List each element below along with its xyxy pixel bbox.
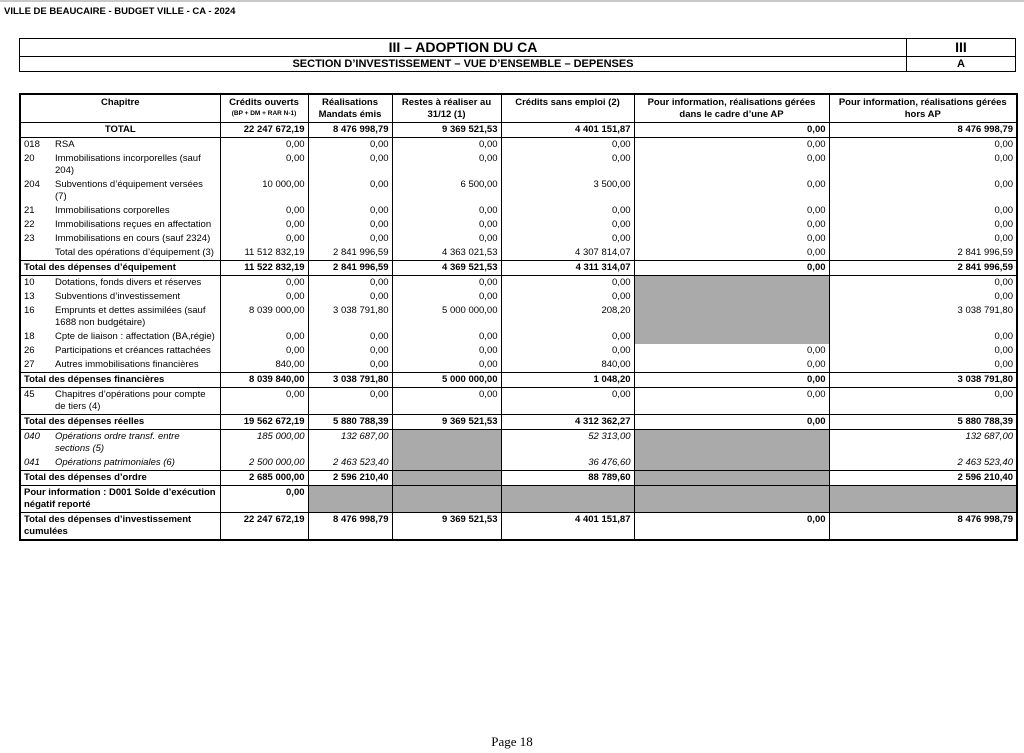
equipment-row xyxy=(20,152,1017,178)
chapter-value: 0,00 xyxy=(220,330,308,344)
chapter-value: 2 463 523,40 xyxy=(308,456,392,471)
chapter-value xyxy=(634,456,829,471)
total-financial-row xyxy=(20,373,1017,388)
section-subtitle: SECTION D’INVESTISSEMENT – VUE D’ENSEMBLE – DEPENSES xyxy=(20,57,907,72)
chapter-value: 0,00 xyxy=(634,388,829,415)
chapter-value: 0,00 xyxy=(220,218,308,232)
chapter-value: 10 000,00 xyxy=(220,178,308,204)
chapter-code xyxy=(20,246,52,261)
d001-empty-cell xyxy=(634,486,829,513)
chapter-value xyxy=(634,330,829,344)
chapter-label: Dotations, fonds divers et réserves xyxy=(52,276,220,291)
chapter-value: 0,00 xyxy=(392,204,501,218)
chapter-value: 2 500 000,00 xyxy=(220,456,308,471)
chapter-value: 6 500,00 xyxy=(392,178,501,204)
chapter-code: 040 xyxy=(20,430,52,457)
chapter-code: 21 xyxy=(20,204,52,218)
chapter-value: 0,00 xyxy=(220,344,308,358)
col-header-hors-ap: Pour information, réalisations gérées hors AP xyxy=(829,94,1017,123)
chapter-value: 0,00 xyxy=(501,276,634,291)
title-box xyxy=(19,38,1016,72)
chapter-value: 185 000,00 xyxy=(220,430,308,457)
total-cumulative-row-value: 4 401 151,87 xyxy=(501,513,634,541)
col-header-sans-emploi: Crédits sans emploi (2) xyxy=(501,94,634,123)
chapter-value: 2 463 523,40 xyxy=(829,456,1017,471)
total-cumulative-row xyxy=(20,513,1017,541)
chapter-value: 0,00 xyxy=(392,388,501,415)
total-row-value: 9 369 521,53 xyxy=(392,123,501,138)
total-row-value: 8 476 998,79 xyxy=(308,123,392,138)
chapter-value: 0,00 xyxy=(829,232,1017,246)
total-financial-row-value: 3 038 791,80 xyxy=(829,373,1017,388)
chapter-value: 0,00 xyxy=(634,204,829,218)
chapter-value: 0,00 xyxy=(392,232,501,246)
chapter-label: Total des opérations d’équipement (3) xyxy=(52,246,220,261)
total-order-row-value xyxy=(634,471,829,486)
col-header-credits xyxy=(220,94,308,123)
chapter-value: 2 841 996,59 xyxy=(308,246,392,261)
total-equipment-row-value: 2 841 996,59 xyxy=(308,261,392,276)
chapter-label: Autres immobilisations financières xyxy=(52,358,220,373)
table-body xyxy=(20,123,1017,541)
chapter-label: Opérations patrimoniales (6) xyxy=(52,456,220,471)
total-row-value: 22 247 672,19 xyxy=(220,123,308,138)
total-equipment-row-label: Total des dépenses d’équipement xyxy=(20,261,220,276)
chapter-value: 36 476,60 xyxy=(501,456,634,471)
chapter-value: 0,00 xyxy=(220,138,308,153)
chapter-value: 0,00 xyxy=(220,388,308,415)
chapter-label: Opérations ordre transf. entre sections (5) xyxy=(52,430,220,457)
chapter-label: Participations et créances rattachées xyxy=(52,344,220,358)
total-cumulative-row-value: 8 476 998,79 xyxy=(308,513,392,541)
chapter-value: 3 038 791,80 xyxy=(308,304,392,330)
d001-label: Pour information : D001 Solde d’exécution négatif reporté xyxy=(20,486,220,513)
total-real-row-value: 4 312 362,27 xyxy=(501,415,634,430)
col-header-realisations: Réalisations Mandats émis xyxy=(308,94,392,123)
chapter-label: Cpte de liaison : affectation (BA,régie) xyxy=(52,330,220,344)
chapter-label: Immobilisations incorporelles (sauf 204) xyxy=(52,152,220,178)
col-header-credits-sub: (BP + DM + RAR N-1) xyxy=(231,110,297,117)
chapter-code: 204 xyxy=(20,178,52,204)
chapter-value: 0,00 xyxy=(634,344,829,358)
total-financial-row-label: Total des dépenses financières xyxy=(20,373,220,388)
total-row-value: 8 476 998,79 xyxy=(829,123,1017,138)
section-title: III – ADOPTION DU CA xyxy=(20,39,907,57)
chapter-value: 0,00 xyxy=(829,290,1017,304)
chapter-value: 3 500,00 xyxy=(501,178,634,204)
chapter-value: 132 687,00 xyxy=(829,430,1017,457)
chapter-value: 0,00 xyxy=(501,330,634,344)
page-number: Page 18 xyxy=(491,734,533,749)
chapter-value: 0,00 xyxy=(829,276,1017,291)
chapter-value: 0,00 xyxy=(634,232,829,246)
chapter-value: 4 307 814,07 xyxy=(501,246,634,261)
chapter-value: 208,20 xyxy=(501,304,634,330)
total-order-row xyxy=(20,471,1017,486)
d001-empty-cell xyxy=(392,486,501,513)
chapter-value: 11 512 832,19 xyxy=(220,246,308,261)
chapter-value: 0,00 xyxy=(308,290,392,304)
chapter-code: 20 xyxy=(20,152,52,178)
chapter-code: 10 xyxy=(20,276,52,291)
chapter-value: 0,00 xyxy=(308,276,392,291)
chapter-value: 0,00 xyxy=(829,358,1017,373)
chapter-value: 0,00 xyxy=(634,138,829,153)
chapter-value: 0,00 xyxy=(501,388,634,415)
financial-row xyxy=(20,358,1017,373)
chapter-code: 22 xyxy=(20,218,52,232)
chapter-label: Subventions d’investissement xyxy=(52,290,220,304)
chapter-value: 0,00 xyxy=(501,232,634,246)
chapter-value: 0,00 xyxy=(392,276,501,291)
total-cumulative-row-value: 9 369 521,53 xyxy=(392,513,501,541)
total-order-row-value xyxy=(392,471,501,486)
chapter-code: 23 xyxy=(20,232,52,246)
chapter-value: 0,00 xyxy=(308,138,392,153)
col-header-restes: Restes à réaliser au 31/12 (1) xyxy=(392,94,501,123)
chapter-value: 0,00 xyxy=(220,152,308,178)
chapter-code: 45 xyxy=(20,388,52,415)
chapter-value: 0,00 xyxy=(634,358,829,373)
chapter-value: 0,00 xyxy=(308,178,392,204)
chapter-value: 0,00 xyxy=(220,204,308,218)
chapter-value: 840,00 xyxy=(220,358,308,373)
total-order-row-value: 88 789,60 xyxy=(501,471,634,486)
col-header-credits-label: Crédits ouverts xyxy=(229,97,299,108)
section-title-code: III xyxy=(907,39,1016,57)
total-row-label: TOTAL xyxy=(20,123,220,138)
chapter-value: 52 313,00 xyxy=(501,430,634,457)
equipment-row xyxy=(20,204,1017,218)
chapter-value: 132 687,00 xyxy=(308,430,392,457)
chapter-value: 0,00 xyxy=(392,330,501,344)
chapter-value: 0,00 xyxy=(220,290,308,304)
chapter-label: Subventions d’équipement versées (7) xyxy=(52,178,220,204)
total-real-row-value: 5 880 788,39 xyxy=(829,415,1017,430)
total-cumulative-row-value: 22 247 672,19 xyxy=(220,513,308,541)
chapter-value: 0,00 xyxy=(634,152,829,178)
d001-empty-cell xyxy=(308,486,392,513)
total-financial-row-value: 0,00 xyxy=(634,373,829,388)
order-row xyxy=(20,456,1017,471)
page-top-border xyxy=(0,0,1024,2)
chapter-value: 0,00 xyxy=(220,232,308,246)
total-cumulative-row-label: Total des dépenses d’investissement cumulées xyxy=(20,513,220,541)
total-cumulative-row-value: 0,00 xyxy=(634,513,829,541)
chapter-value: 0,00 xyxy=(220,276,308,291)
total-financial-row-value: 8 039 840,00 xyxy=(220,373,308,388)
total-real-row xyxy=(20,415,1017,430)
chapter-label: RSA xyxy=(52,138,220,153)
chapter-value: 0,00 xyxy=(501,204,634,218)
equipment-row xyxy=(20,232,1017,246)
chapter-value: 0,00 xyxy=(501,218,634,232)
chapter-code: 27 xyxy=(20,358,52,373)
chapter-value: 0,00 xyxy=(634,246,829,261)
total-financial-row-value: 5 000 000,00 xyxy=(392,373,501,388)
total-equipment-row-value: 4 311 314,07 xyxy=(501,261,634,276)
chapter-code: 26 xyxy=(20,344,52,358)
chapter-code: 041 xyxy=(20,456,52,471)
total-real-row-value: 19 562 672,19 xyxy=(220,415,308,430)
total-financial-row-value: 1 048,20 xyxy=(501,373,634,388)
section-subtitle-code: A xyxy=(907,57,1016,72)
chapter-value: 0,00 xyxy=(392,344,501,358)
chapter-value: 0,00 xyxy=(829,218,1017,232)
equipment-row xyxy=(20,178,1017,204)
total-real-row-value: 9 369 521,53 xyxy=(392,415,501,430)
col-header-chapitre: Chapitre xyxy=(20,94,220,123)
chapter-value: 0,00 xyxy=(501,138,634,153)
chapter-value: 0,00 xyxy=(392,152,501,178)
chapter-value xyxy=(392,430,501,457)
total-cumulative-row-value: 8 476 998,79 xyxy=(829,513,1017,541)
header-row xyxy=(20,94,1017,123)
chapter-value: 0,00 xyxy=(308,330,392,344)
d001-row xyxy=(20,486,1017,513)
chapter-label: Emprunts et dettes assimilées (sauf 1688 non budgétaire) xyxy=(52,304,220,330)
chapter-value: 0,00 xyxy=(308,232,392,246)
d001-empty-cell xyxy=(829,486,1017,513)
chapter-label: Immobilisations corporelles xyxy=(52,204,220,218)
total-row-value: 4 401 151,87 xyxy=(501,123,634,138)
chapter-value: 0,00 xyxy=(829,138,1017,153)
chapter-value: 0,00 xyxy=(634,218,829,232)
equipment-row xyxy=(20,218,1017,232)
col-header-ap: Pour information, réalisations gérées dans le cadre d’une AP xyxy=(634,94,829,123)
financial-row xyxy=(20,290,1017,304)
total-equipment-row xyxy=(20,261,1017,276)
chapter-value: 0,00 xyxy=(308,152,392,178)
chapter-code: 018 xyxy=(20,138,52,153)
equipment-row xyxy=(20,246,1017,261)
equipment-row xyxy=(20,138,1017,153)
financial-row xyxy=(20,330,1017,344)
chapter-value: 3 038 791,80 xyxy=(829,304,1017,330)
total-real-row-label: Total des dépenses réelles xyxy=(20,415,220,430)
chapter-value: 0,00 xyxy=(501,344,634,358)
chapter-label: Immobilisations reçues en affectation xyxy=(52,218,220,232)
order-row xyxy=(20,430,1017,457)
chapter-value: 0,00 xyxy=(829,178,1017,204)
chapter-code: 18 xyxy=(20,330,52,344)
third-party-row xyxy=(20,388,1017,415)
chapter-value: 0,00 xyxy=(308,358,392,373)
total-row xyxy=(20,123,1017,138)
chapter-value: 0,00 xyxy=(829,204,1017,218)
chapter-value xyxy=(634,304,829,330)
chapter-value: 4 363 021,53 xyxy=(392,246,501,261)
chapter-value xyxy=(634,290,829,304)
chapter-label: Immobilisations en cours (sauf 2324) xyxy=(52,232,220,246)
total-real-row-value: 5 880 788,39 xyxy=(308,415,392,430)
chapter-code: 13 xyxy=(20,290,52,304)
chapter-value xyxy=(392,456,501,471)
chapter-value: 0,00 xyxy=(392,290,501,304)
financial-row xyxy=(20,276,1017,291)
total-equipment-row-value: 4 369 521,53 xyxy=(392,261,501,276)
financial-row xyxy=(20,304,1017,330)
chapter-label: Chapitres d’opérations pour compte de tiers (4) xyxy=(52,388,220,415)
total-order-row-label: Total des dépenses d’ordre xyxy=(20,471,220,486)
total-order-row-value: 2 596 210,40 xyxy=(308,471,392,486)
chapter-value: 0,00 xyxy=(392,218,501,232)
total-order-row-value: 2 596 210,40 xyxy=(829,471,1017,486)
chapter-value: 0,00 xyxy=(501,290,634,304)
total-financial-row-value: 3 038 791,80 xyxy=(308,373,392,388)
chapter-value xyxy=(634,430,829,457)
total-real-row-value: 0,00 xyxy=(634,415,829,430)
chapter-value: 5 000 000,00 xyxy=(392,304,501,330)
chapter-value: 0,00 xyxy=(392,138,501,153)
d001-value: 0,00 xyxy=(220,486,308,513)
chapter-value: 0,00 xyxy=(308,388,392,415)
document-header: VILLE DE BEAUCAIRE - BUDGET VILLE - CA - 2024 xyxy=(4,6,236,17)
expenses-table xyxy=(19,93,1018,541)
chapter-value: 2 841 996,59 xyxy=(829,246,1017,261)
d001-empty-cell xyxy=(501,486,634,513)
chapter-value: 8 039 000,00 xyxy=(220,304,308,330)
total-order-row-value: 2 685 000,00 xyxy=(220,471,308,486)
total-equipment-row-value: 2 841 996,59 xyxy=(829,261,1017,276)
chapter-value: 0,00 xyxy=(308,204,392,218)
chapter-value: 0,00 xyxy=(829,344,1017,358)
chapter-value: 0,00 xyxy=(501,152,634,178)
chapter-value: 0,00 xyxy=(308,218,392,232)
total-equipment-row-value: 0,00 xyxy=(634,261,829,276)
total-equipment-row-value: 11 522 832,19 xyxy=(220,261,308,276)
chapter-value: 0,00 xyxy=(829,152,1017,178)
financial-row xyxy=(20,344,1017,358)
chapter-value: 0,00 xyxy=(634,178,829,204)
chapter-value: 0,00 xyxy=(392,358,501,373)
chapter-value: 0,00 xyxy=(829,388,1017,415)
chapter-value xyxy=(634,276,829,291)
chapter-value: 0,00 xyxy=(308,344,392,358)
chapter-code: 16 xyxy=(20,304,52,330)
total-row-value: 0,00 xyxy=(634,123,829,138)
chapter-value: 840,00 xyxy=(501,358,634,373)
chapter-value: 0,00 xyxy=(829,330,1017,344)
